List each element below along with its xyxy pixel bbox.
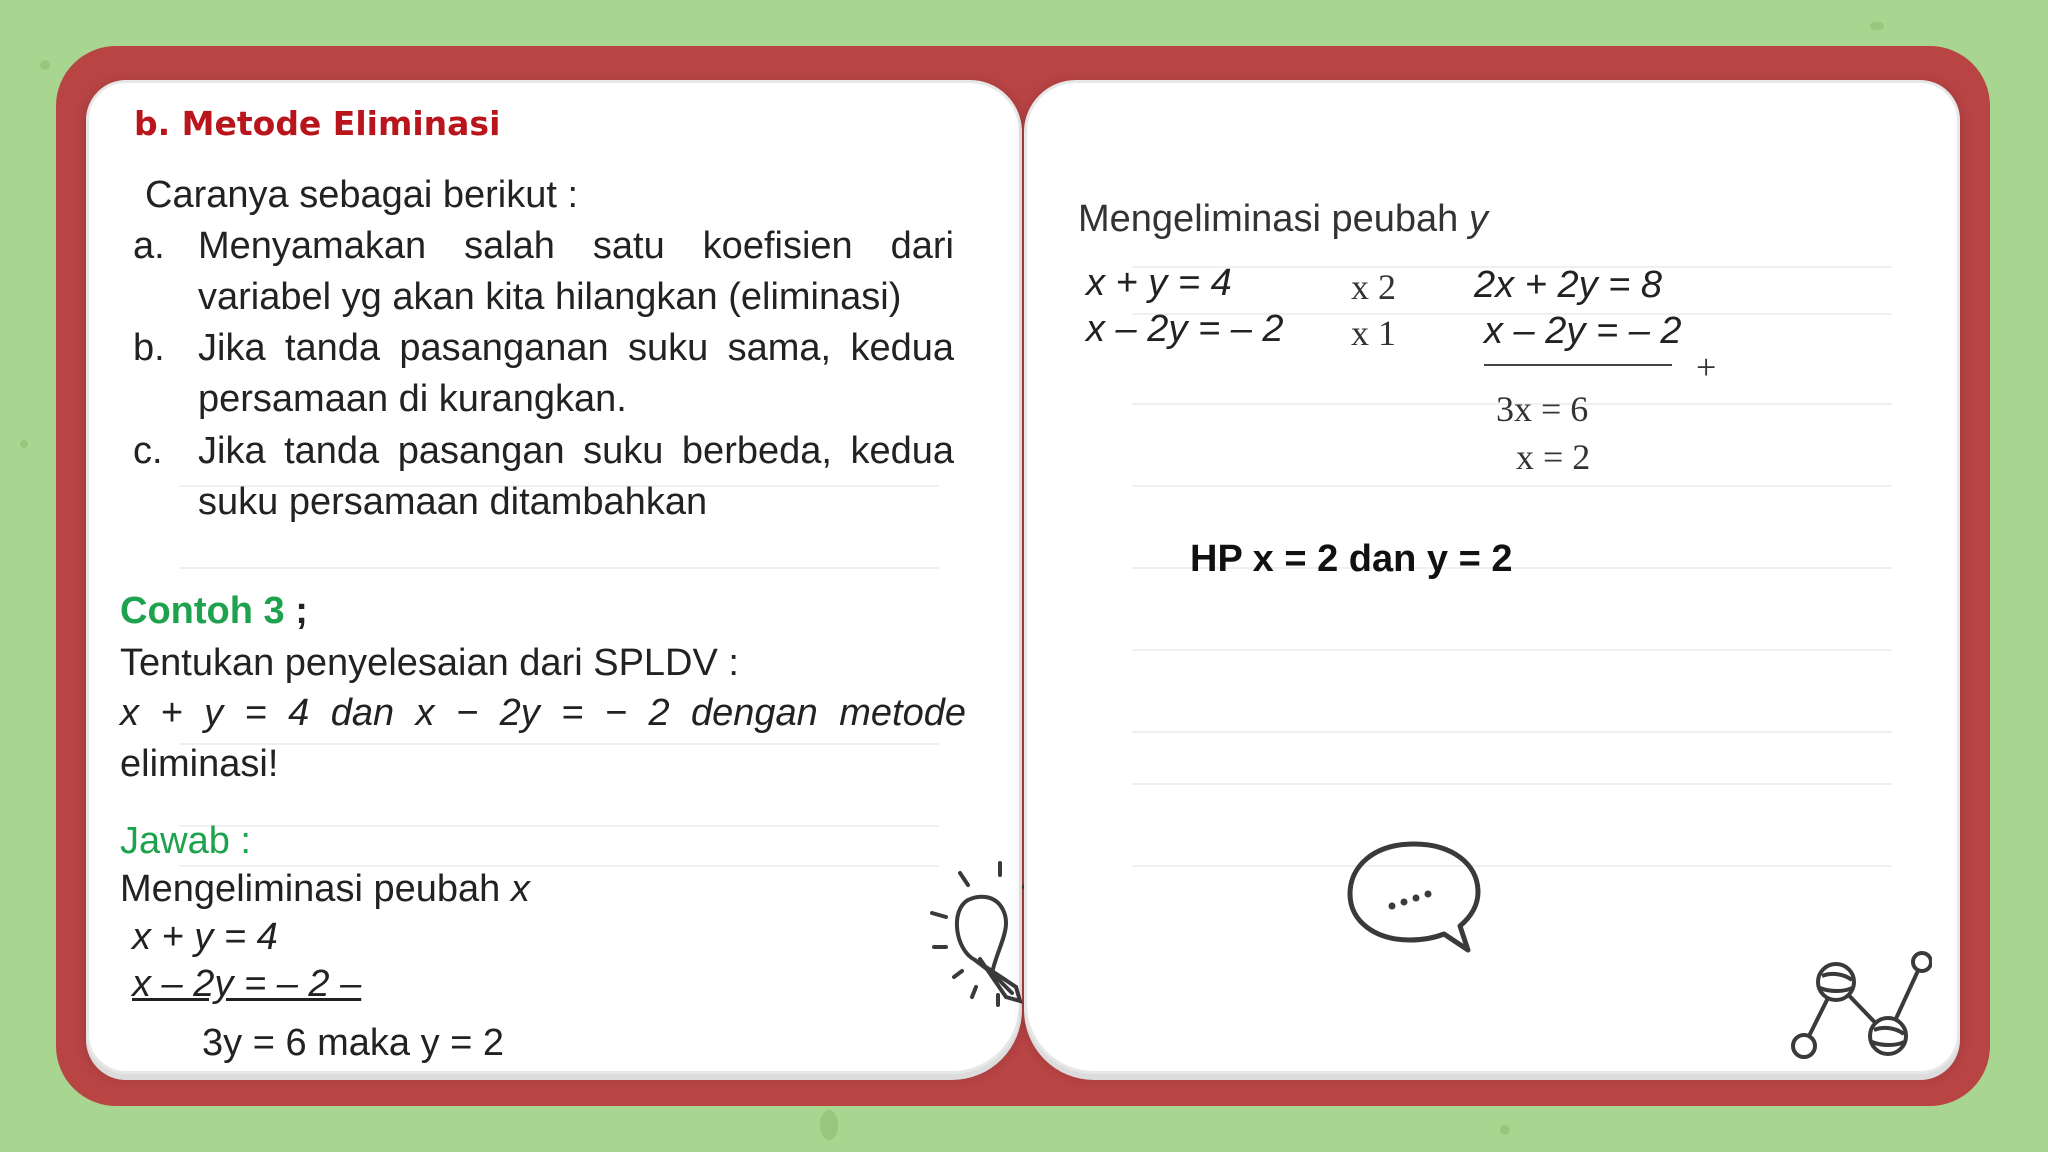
example-separator: ; xyxy=(284,590,308,632)
left-result: 3y = 6 maka y = 2 xyxy=(202,1022,505,1064)
multiplier-2: x 1 xyxy=(1351,313,1396,353)
step-a-line2: variabel yg akan kita hilangkan (eliminasi) xyxy=(198,276,902,318)
question-line2: x + y = 4 dan x − 2y = − 2 dengan metode xyxy=(120,692,966,734)
question-line3: eliminasi! xyxy=(120,743,279,785)
page-rule xyxy=(179,743,939,745)
example-title: Contoh 3 xyxy=(120,590,285,632)
elim-x-text: Mengeliminasi peubah xyxy=(120,868,511,910)
scaled-equation-2: x – 2y = – 2 xyxy=(1484,310,1682,352)
sum-result-2: x = 2 xyxy=(1516,437,1591,477)
sum-result-1: 3x = 6 xyxy=(1496,389,1589,429)
question-line1: Tentukan penyelesaian dari SPLDV : xyxy=(120,642,739,684)
right-equation-1: x + y = 4 xyxy=(1086,262,1232,304)
elim-y-heading xyxy=(1078,198,1488,241)
speech-bubble-icon xyxy=(1344,838,1484,958)
page-rule xyxy=(1132,649,1892,651)
background-speck xyxy=(20,440,28,448)
left-equation-2: x – 2y = – 2 – xyxy=(132,963,362,1005)
answer-label: Jawab : xyxy=(120,820,251,862)
left-equation-1: x + y = 4 xyxy=(132,916,278,958)
step-c-line2: suku persamaan ditambahkan xyxy=(198,481,708,523)
page-rule xyxy=(1132,731,1892,733)
background-speck xyxy=(1500,1125,1510,1135)
elim-x-heading xyxy=(120,868,530,911)
page-rule xyxy=(1132,865,1892,867)
page-rule xyxy=(1132,783,1892,785)
multiplier-1: x 2 xyxy=(1351,267,1396,307)
example-heading xyxy=(120,590,308,633)
step-b-line1: Jika tanda pasanganan suku sama, kedua xyxy=(198,327,954,369)
section-heading: b. Metode Eliminasi xyxy=(134,104,501,143)
step-a-line1: Menyamakan salah satu koefisien dari xyxy=(198,225,954,267)
page-rule xyxy=(179,567,939,569)
intro-text: Caranya sebagai berikut : xyxy=(145,174,579,216)
step-marker-a: a. xyxy=(133,225,165,267)
scaled-equation-1: 2x + 2y = 8 xyxy=(1474,264,1663,306)
page-rule xyxy=(1132,485,1892,487)
page-rule xyxy=(179,865,939,867)
solution-set: HP x = 2 dan y = 2 xyxy=(1190,538,1513,580)
background-speck xyxy=(1870,22,1884,30)
sum-line xyxy=(1484,364,1672,366)
background-speck xyxy=(40,60,50,70)
page-rule xyxy=(179,825,939,827)
step-marker-c: c. xyxy=(133,430,163,472)
right-equation-2: x – 2y = – 2 xyxy=(1086,308,1284,350)
background-speck xyxy=(820,1110,838,1140)
step-b-line2: persamaan di kurangkan. xyxy=(198,378,627,420)
elim-y-text: Mengeliminasi peubah xyxy=(1078,198,1469,240)
plus-sign: + xyxy=(1696,347,1717,387)
molecule-icon xyxy=(1782,948,1932,1068)
elim-x-var: x xyxy=(510,868,530,910)
step-marker-b: b. xyxy=(133,327,165,369)
elim-y-var: y xyxy=(1468,198,1488,240)
step-c-line1: Jika tanda pasangan suku berbeda, kedua xyxy=(198,430,954,472)
